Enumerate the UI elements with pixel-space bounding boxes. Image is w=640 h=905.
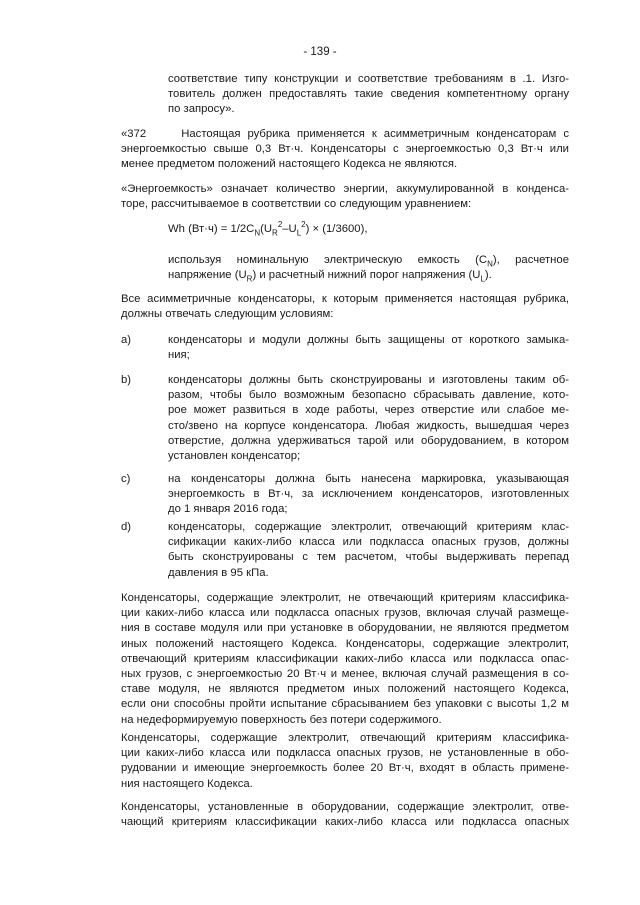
text-line: конденсаторы, содержащие электролит, отвечающий критериям клас- — [168, 521, 569, 533]
paragraph-over-20wh — [121, 731, 569, 792]
list-marker: a) — [121, 334, 132, 346]
text-line: иных положений настоящего Кодекса. Конденсаторы, содержащие электролит, — [121, 637, 569, 650]
text-line: сто/звено на корпусе конденсатора. Любая жидкость, вышедшая через — [168, 419, 569, 432]
text-line: быть сконструированы с тем расчетом, чтобы выдерживать перепад — [168, 551, 569, 564]
text-line: рудовании и имеющие энергоемкость более 20 Вт·ч, входят в область примене- — [121, 762, 569, 775]
definition-paragraph — [121, 182, 569, 212]
text-line: торе, рассчитываемое в соответствии со следующим уравнением: — [121, 198, 472, 211]
text-line: установлен конденсатор; — [168, 450, 301, 463]
text-line: ставе модуля, не являются предметом иных положений настоящего Кодекса, — [121, 683, 569, 696]
paragraph-installed-in-equipment — [121, 800, 569, 830]
text-line: если они способны пройти испытание сбрасыванием без упаковки с высоты 1,2 м — [121, 698, 569, 711]
text-line: напряжение $(U_R)$ и расчетный нижний порог напряжения $(U_L)$. — [168, 269, 492, 284]
text-line: сификации каких-либо класса или подкласса опасных грузов, должны — [168, 536, 569, 549]
text-line: менее предметом положений настоящего Кодекса не являются. — [121, 158, 458, 171]
formula-note — [168, 253, 569, 283]
conditions-intro — [121, 292, 569, 322]
condition-b — [168, 373, 569, 464]
page-number: - 139 - — [303, 46, 337, 58]
text-line: товитель должен предоставлять такие сведения компетентному органу — [168, 88, 569, 101]
text-line: ных грузов, с энергоемкостью 20 Вт·ч и менее, включая случай размещения в со- — [121, 668, 569, 681]
list-marker: d) — [121, 521, 132, 533]
energy-formula: Wh $(Вт\cdot ч) = 1/2C_N(U_R^2-U_L^2) \times (1/3600)$, — [168, 220, 368, 238]
text-line: «372 Настоящая рубрика применяется к асимметричным конденсаторам с — [121, 128, 569, 140]
text-line: ния настоящего Кодекса. — [121, 777, 253, 790]
text-line: используя номинальную электрическую емкость $(C_N)$, расчетное — [168, 254, 569, 269]
condition-c — [168, 472, 569, 518]
text-line: давления в 95 кПа. — [168, 566, 269, 579]
intro-paragraph — [168, 72, 569, 118]
text-line: до 1 января 2016 года; — [168, 503, 288, 516]
text-line: ния в составе модуля или при установке в оборудовании, не являются предметом — [121, 622, 569, 635]
text-line: конденсаторы должны быть сконструированы и изготовлены таким об- — [168, 374, 569, 386]
text-line: Все асимметричные конденсаторы, к которым применяется настоящая рубрика, — [121, 293, 569, 305]
paragraph-non-dangerous-electrolyte — [121, 591, 569, 728]
text-line: рое может развиться в ходе работы, через отверстие или слабое ме- — [168, 404, 569, 417]
list-marker: b) — [121, 374, 132, 386]
text-line: энергоемкость в Вт·ч, за исключением конденсаторов, изготовленных — [168, 488, 569, 501]
text-line: Конденсаторы, установленные в оборудовании, содержащие электролит, отве- — [121, 801, 569, 813]
text-line: конденсаторы и модули должны быть защищены от короткого замыка- — [168, 334, 569, 346]
text-line: на недеформируемую поверхность без потери содержимого. — [121, 713, 442, 726]
text-line: Конденсаторы, содержащие электролит, отвечающий критериям классифика- — [121, 732, 569, 744]
text-line: ции каких-либо класса или подкласса опасных грузов, не установленные в обо- — [121, 747, 569, 760]
text-line: чающий критериям классификации каких-либо класса или подкласса опасных — [121, 816, 569, 829]
text-line: «Энергоемкость» означает количество энергии, аккумулированной в конденса- — [121, 183, 569, 195]
text-line: разом, чтобы было возможным безопасно сбрасывать давление, кото- — [168, 389, 569, 402]
text-line: ния; — [168, 349, 190, 362]
text-line: Конденсаторы, содержащие электролит, не отвечающий критериям классифика- — [121, 592, 569, 604]
text-line: на конденсаторы должна быть нанесена маркировка, указывающая — [168, 473, 569, 485]
text-line: по запросу». — [168, 103, 235, 116]
condition-d — [168, 520, 569, 581]
text-line: отвечающий критериям классификации каких-либо класса или подкласса опас- — [121, 652, 569, 665]
list-marker: c) — [121, 473, 131, 485]
condition-a — [168, 333, 569, 363]
text-line: ции каких-либо класса или подкласса опасных грузов, включая случай размеще- — [121, 607, 569, 620]
text-line: соответствие типу конструкции и соответствие требованиям в .1. Изго- — [168, 73, 569, 85]
text-line: должны отвечать следующим условиям: — [121, 308, 334, 321]
provision-372 — [121, 127, 569, 173]
text-line: отверстие, должна удерживаться тарой или оборудованием, в котором — [168, 434, 569, 447]
text-line: энергоемкостью свыше 0,3 Вт·ч. Конденсаторы с энергоемкостью 0,3 Вт·ч или — [121, 143, 569, 156]
